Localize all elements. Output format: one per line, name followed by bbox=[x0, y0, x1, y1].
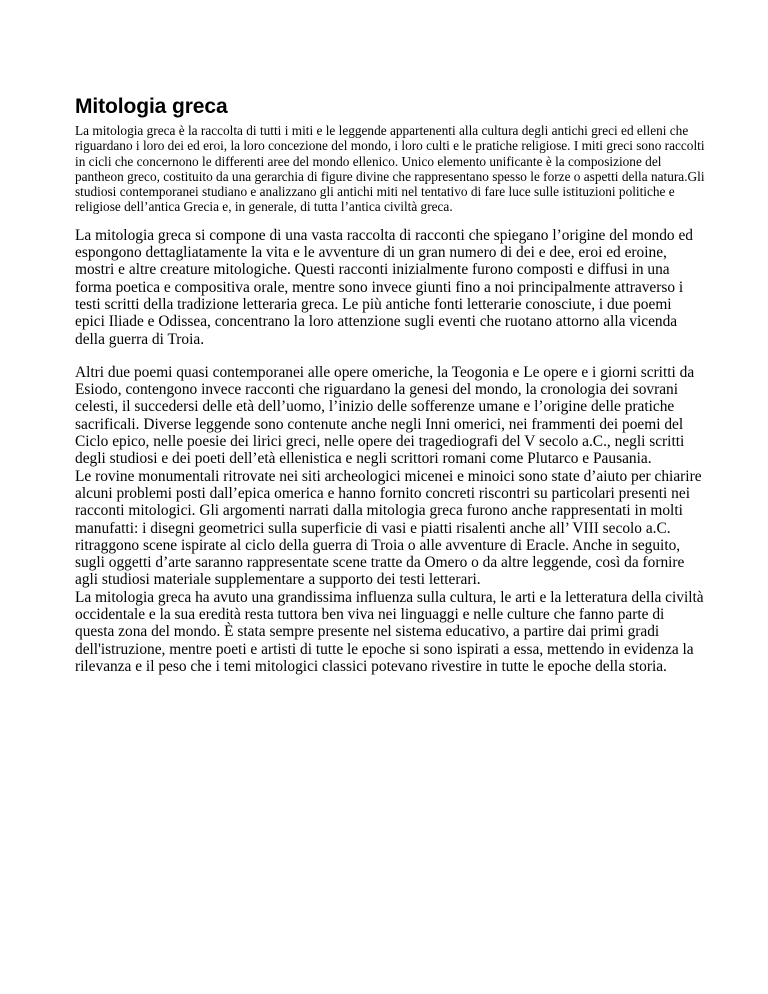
intro-paragraph: La mitologia greca è la raccolta di tutti i miti e le leggende appartenenti alla cultura degli antichi greci ed elleni che riguardano i loro dei ed eroi, la loro concezione del mondo, i loro culti e le pratiche religiose. I miti greci sono raccolti in cicli che concernono le differenti aree del mondo ellenico. Unico elemento unificante è la composizione del pantheon greco, costituito da una gerarchia di figure divine che rappresentano spesso le forze o aspetti della natura.Gli studiosi contemporanei studiano e analizzano gli antichi miti nel tentativo di fare luce sulle istituzioni politiche e religiose dell’antica Grecia e, in generale, di tutta l’antica civiltà greca. bbox=[75, 123, 705, 215]
paragraph-influence: La mitologia greca ha avuto una grandissima influenza sulla cultura, le arti e la letteratura della civiltà occidentale e la sua eredità resta tuttora ben viva nei linguaggi e nelle culture che fanno parte di questa zona del mondo. È stata sempre presente nel sistema educativo, a partire dai primi gradi dell'istruzione, mentre poeti e artisti di tutte le epoche si sono ispirati a essa, mettendo in evidenza la rilevanza e il peso che i temi mitologici classici potevano rivestire in tutte le epoche della storia. bbox=[75, 588, 704, 675]
paragraph-archaeology: Le rovine monumentali ritrovate nei siti archeologici micenei e minoici sono state d’aiuto per chiarire alcuni problemi posti dall’epica omerica e hanno fornito concreti riscontri su particolari presenti nei racconti mitologici. Gli argomenti narrati dalla mitologia greca furono anche rappresentati in molti manufatti: i disegni geometrici sulla superficie di vasi e piatti risalenti anche all’ VIII secolo a.C. ritraggono scene ispirate al ciclo della guerra di Troia o alle avventure di Eracle. Anche in seguito, sugli oggetti d’arte saranno rappresentate scene tratte da Omero o da altre leggende, così da fornire agli studiosi materiale supplementare a supporto dei testi letterari. bbox=[75, 467, 702, 589]
document-body bbox=[75, 94, 705, 675]
paragraph-origins: La mitologia greca si compone di una vasta raccolta di racconti che spiegano l’origine del mondo ed espongono dettagliatamente la vita e le avventure di un gran numero di dei e dee, eroi ed eroine, mostri e altre creature mitologiche. Questi racconti inizialmente furono composti e diffusi in una forma poetica e compositiva orale, mentre sono invece giunti fino a noi principalmente attraverso i testi scritti della tradizione letteraria greca. Le più antiche fonti letterarie conosciute, i due poemi epici Iliade e Odissea, concentrano la loro attenzione sugli eventi che ruotano attorno alla vicenda della guerra di Troia. bbox=[75, 226, 693, 348]
page-title: Mitologia greca bbox=[75, 95, 228, 118]
paragraph-sources: Altri due poemi quasi contemporanei alle opere omeriche, la Teogonia e Le opere e i giorni scritti da Esiodo, contengono invece racconti che riguardano la genesi del mondo, la cronologia dei sovrani celesti, il succedersi delle età dell’uomo, l’inizio delle sofferenze umane e l’origine delle pratiche sacrificali. Diverse leggende sono contenute anche negli Inni omerici, nei frammenti dei poemi del Ciclo epico, nelle poesie dei lirici greci, nelle opere dei tragediografi del V secolo a.C., negli scritti degli studiosi e dei poeti dell’età ellenistica e negli scrittori romani come Plutarco e Pausania. bbox=[75, 363, 695, 468]
